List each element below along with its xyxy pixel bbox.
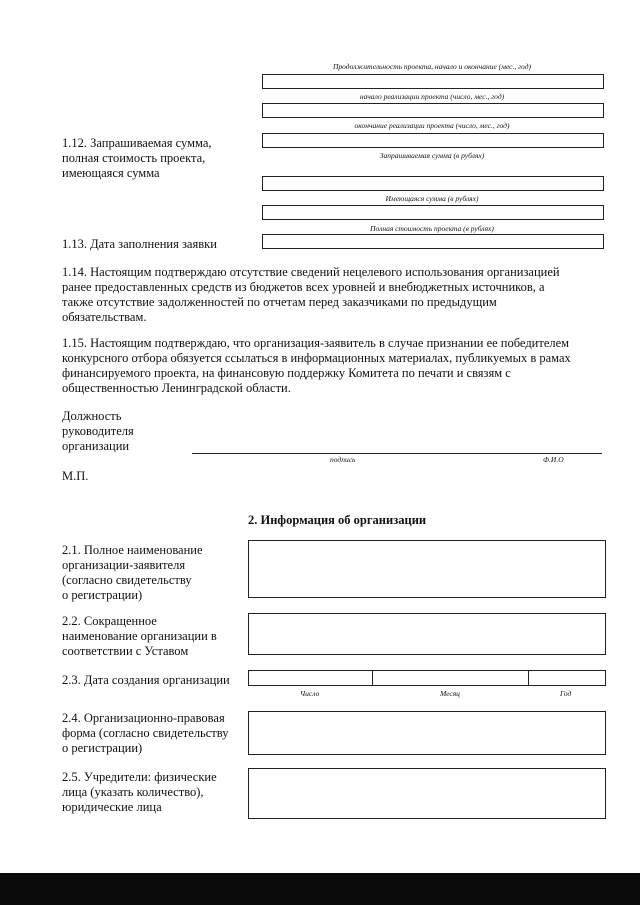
field-2-5-label: 2.5. Учредители: физические лица (указать количество), юридические лица: [62, 770, 217, 814]
signature-line[interactable]: [192, 453, 602, 454]
item-1-14-paragraph: 1.14. Настоящим подтверждаю отсутствие сведений нецелевого использования организацией ранее предоставленных средств из бюджетов всех уровней и внебюджетных источников, а также отсутствие задолженностей по отчетам перед заказчиками по предыдущим обязательствам.: [62, 265, 560, 324]
duration-caption: Продолжительность проекта, начало и окончание (мес., год): [332, 62, 531, 71]
total-cost-field[interactable]: [262, 234, 604, 249]
end-date-field[interactable]: [262, 133, 604, 148]
field-2-1-label: 2.1. Полное наименование организации-заявителя (согласно свидетельству о регистрации): [62, 543, 203, 602]
day-caption: Число: [300, 689, 320, 698]
requested-amount-field[interactable]: [262, 176, 604, 191]
available-caption: Имеющаяся сумма (в рублях): [385, 194, 479, 203]
end-caption: окончание реализации проекта (число, мес., год): [354, 121, 510, 130]
requested-caption: Запрашиваемая сумма (в рублях): [379, 151, 485, 160]
total-caption: Полная стоимость проекта (в рублях): [370, 224, 494, 233]
section-2-heading: 2. Информация об организации: [248, 513, 427, 527]
legal-form-field[interactable]: [248, 711, 606, 755]
year-caption: Год: [560, 689, 572, 698]
signature-caption: подпись: [330, 455, 356, 464]
available-amount-field[interactable]: [262, 205, 604, 220]
full-name-field[interactable]: [248, 540, 606, 598]
creation-year-field[interactable]: [528, 670, 606, 686]
short-name-field[interactable]: [248, 613, 606, 655]
scan-bottom-edge: [0, 873, 640, 905]
fio-caption: Ф.И.О: [543, 455, 564, 464]
item-1-15-paragraph: 1.15. Настоящим подтверждаю, что организация-заявитель в случае признании ее победителем конкурсного отбора обязуется ссылаться в информационных материалах, публикуемых в рамах финансируемого проекта, на финансовую поддержку Комитета по печати и связям с общественностью Ленинградской области.: [62, 336, 571, 395]
duration-field[interactable]: [262, 74, 604, 89]
field-2-4-label: 2.4. Организационно-правовая форма (согласно свидетельству о регистрации): [62, 711, 229, 755]
item-1-12-label: 1.12. Запрашиваемая сумма, полная стоимость проекта, имеющаяся сумма: [62, 136, 212, 180]
field-2-3-label: 2.3. Дата создания организации: [62, 673, 230, 687]
creation-month-field[interactable]: [372, 670, 529, 686]
field-2-2-label: 2.2. Сокращенное наименование организации в соответствии с Уставом: [62, 614, 217, 658]
month-caption: Месяц: [440, 689, 460, 698]
stamp-label: М.П.: [62, 469, 89, 483]
position-label: Должность руководителя организации: [62, 409, 134, 453]
start-date-field[interactable]: [262, 103, 604, 118]
start-caption: начало реализации проекта (число, мес., год): [359, 92, 505, 101]
item-1-13-label: 1.13. Дата заполнения заявки: [62, 237, 217, 251]
creation-day-field[interactable]: [248, 670, 373, 686]
founders-field[interactable]: [248, 768, 606, 819]
